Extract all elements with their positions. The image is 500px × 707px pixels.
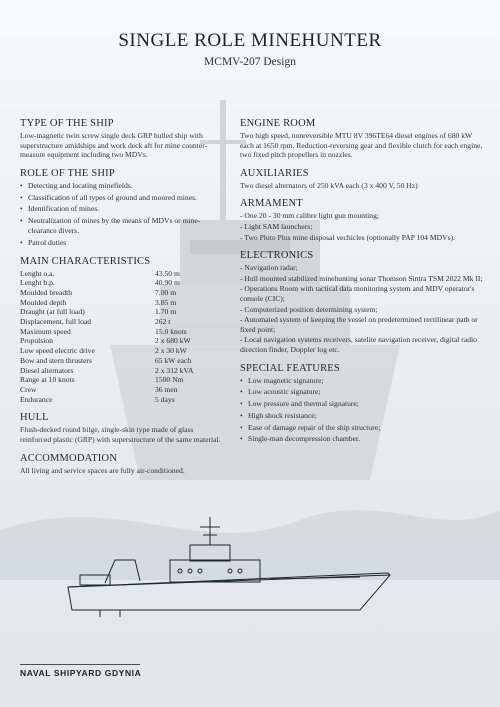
footer-rule (20, 664, 140, 665)
spec-label: Range at 10 knots (20, 375, 75, 385)
spec-row (20, 269, 225, 279)
role-item: • Classification of all types of ground and moored mines. (20, 193, 225, 203)
special-section (240, 363, 485, 445)
spec-row (20, 395, 225, 405)
spec-label: Lenght b.p. (20, 278, 55, 288)
electronics-item: - Navigation radar; (240, 263, 298, 273)
spec-value: 65 kW each (155, 355, 192, 365)
armament-list (240, 211, 485, 242)
spec-value: 40.90 m (155, 278, 180, 288)
spec-value: 2 x 30 kW (155, 346, 187, 356)
spec-label: Maximum speed (20, 326, 71, 336)
special-item: • Low pressure and thermal signature; (240, 399, 485, 409)
type-section (20, 118, 225, 160)
type-text: Low-magnetic twin screw single deck GRP hulled ship with superstructure amidships and work deck aft for mine counter-measure equipment including two MDVs. (20, 131, 208, 160)
special-item: • Single-man decompression chamber. (240, 434, 485, 444)
spec-label: Low speed electric drive (20, 346, 95, 356)
characteristics-section (20, 256, 225, 405)
engine-section (240, 118, 485, 160)
accommodation-text: All living and service spaces are fully air-conditioned. (20, 465, 185, 475)
spec-value: 36 men (155, 385, 178, 394)
role-item: • Patrol duties (20, 238, 225, 248)
special-list (240, 376, 485, 445)
spec-row (20, 288, 225, 298)
special-item: • Ease of damage repair of the ship structure; (240, 423, 485, 433)
spec-row (20, 327, 225, 337)
role-item: • Identification of mines. (20, 204, 225, 214)
electronics-heading: ELECTRONICS (240, 250, 314, 262)
armament-section (240, 198, 485, 242)
spec-label: Diesel alternators (20, 365, 74, 375)
auxiliaries-section (240, 168, 485, 191)
spec-value: 5 days (155, 394, 175, 404)
spec-label: Moulded depth (20, 297, 67, 307)
hull-outline (68, 573, 390, 610)
spec-label: Displacement, full load (20, 317, 92, 327)
spec-row (20, 298, 225, 308)
spec-value: 2 x 680 kW (155, 336, 191, 346)
spec-label: Draught (at full load) (20, 307, 85, 317)
spec-label: Moulded breadth (20, 287, 73, 297)
spec-row (20, 346, 225, 356)
armament-item: - Light SAM launchers; (240, 221, 313, 231)
role-item: • Neutralization of mines by the means of MDVs or mine-clearance divers. (20, 216, 225, 236)
electronics-item: - Operations Room with tactical data monitoring system and MDV operator's console (CIC); (240, 284, 475, 303)
spec-value: 2 x 312 kVA (155, 365, 194, 375)
spec-row (20, 317, 225, 327)
spec-row (20, 336, 225, 346)
ship-profile-drawing (60, 515, 400, 625)
spec-label: Endurance (20, 394, 53, 404)
spec-row (20, 307, 225, 317)
spec-row (20, 278, 225, 288)
specs-table (20, 269, 225, 405)
armament-item: - One 20 - 30 mm calibre light gun mounting; (240, 211, 379, 221)
hull-text: Flush-decked round bilge, single-skin type made of glass reinforced plastic (GRP) with superstructure of the same material. (20, 425, 221, 444)
spec-value: 43.50 m (155, 268, 180, 278)
spec-row (20, 356, 225, 366)
hull-section (20, 412, 225, 444)
spec-label: Crew (20, 385, 37, 394)
spec-row (20, 385, 225, 395)
armament-item: - Two Pluto Plus mine disposal vechicles (optionally PAP 104 MDVs). (240, 232, 455, 242)
electronics-item: - Computerized position determining system; (240, 304, 378, 314)
spec-value: 1.70 m (155, 307, 177, 317)
left-column (20, 118, 225, 483)
spec-label: Propulsion (20, 336, 53, 346)
auxiliaries-heading: AUXILIARIES (240, 167, 309, 179)
type-heading: TYPE OF THE SHIP (20, 118, 114, 129)
engine-text: Two high speed, nonreversible MTU 8V 396TE64 diesel engines of 680 kW each at 1650 rpm. Reduction-reversing gear and flexible clutch for each engine, two fixed pitch propellers in nozzles. (240, 131, 483, 160)
electronics-item: - Local navigation systems receivers, satelite navigation receiver, digital radio direction finder, Doppler log etc. (240, 335, 477, 354)
armament-heading: ARMAMENT (240, 198, 303, 210)
spec-label: Lenght o.a. (20, 268, 55, 278)
accommodation-section (20, 453, 225, 476)
accommodation-heading: ACCOMMODATION (20, 452, 118, 464)
electronics-item: - Hull mounted stabilized minehunting sonar Thomson Sintra TSM 2022 Mk II; (240, 273, 483, 283)
spec-value: 3.85 m (155, 297, 177, 307)
engine-heading: ENGINE ROOM (240, 118, 316, 129)
electronics-list (240, 263, 485, 354)
spec-row (20, 375, 225, 385)
role-item: • Detecting and locating minefields. (20, 181, 225, 191)
spec-label: Bow and stern thrusters (20, 355, 92, 365)
role-list (20, 181, 225, 248)
auxiliaries-text: Two diesel alternators of 250 kVA each (3 x 400 V, 50 Hz) (240, 180, 418, 190)
spec-row (20, 366, 225, 376)
page-title: SINGLE ROLE MINEHUNTER (118, 30, 382, 51)
footer-label: NAVAL SHIPYARD GDYNIA (20, 668, 142, 678)
page-subtitle: MCMV-207 Design (204, 56, 296, 68)
characteristics-heading: MAIN CHARACTERISTICS (20, 255, 151, 267)
role-section (20, 168, 225, 248)
special-heading: SPECIAL FEATURES (240, 362, 340, 374)
electronics-section (240, 250, 485, 354)
right-column (240, 118, 485, 452)
hull-heading: HULL (20, 412, 49, 424)
role-heading: ROLE OF THE SHIP (20, 167, 115, 179)
special-item: • High shock resistance; (240, 411, 485, 421)
spec-value: 15.0 knots (155, 326, 187, 336)
electronics-item: - Automated system of keeping the vessel on predetermined rectilinear path or fixed point; (240, 315, 478, 334)
special-item: • Low magnetic signature; (240, 376, 485, 386)
spec-value: 1500 Nm (155, 375, 184, 385)
spec-value: 262 t (155, 317, 171, 327)
spec-value: 7.00 m (155, 287, 177, 297)
special-item: • Low acoustic signature; (240, 387, 485, 397)
